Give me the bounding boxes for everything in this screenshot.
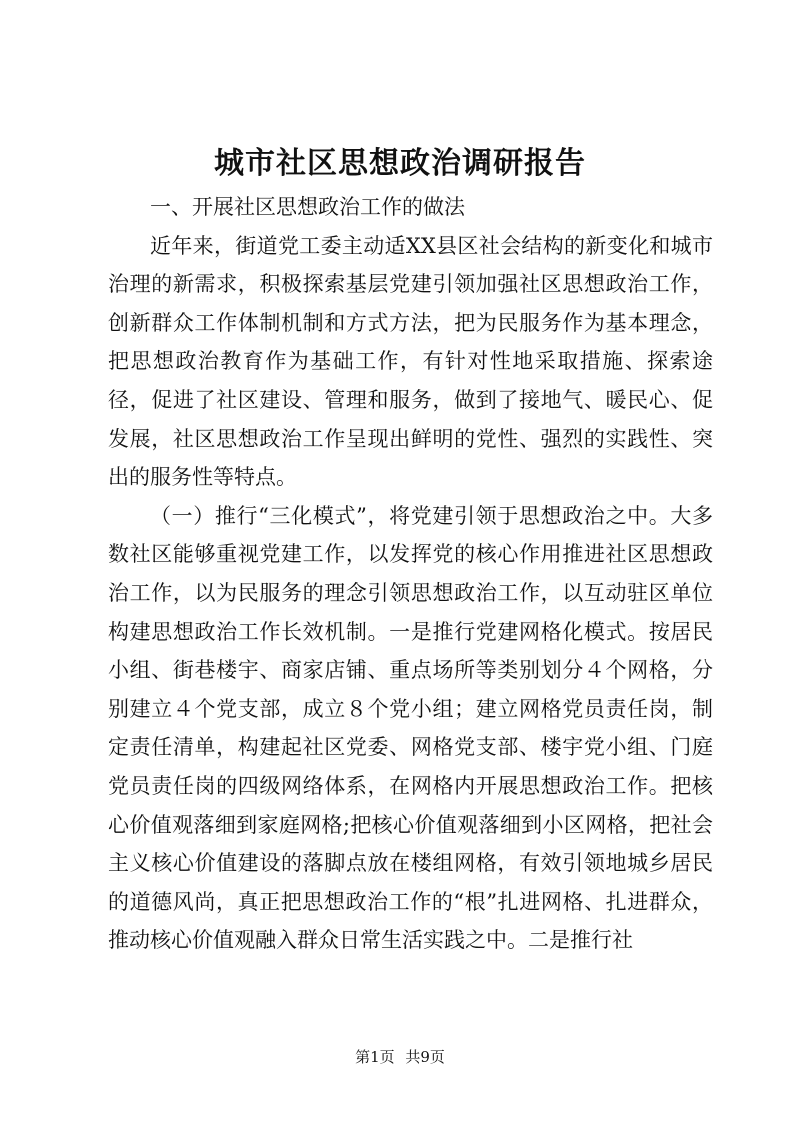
body-paragraph: 近年来，街道党工委主动适XX县区社会结构的新变化和城市治理的新需求，积极探索基层党建引领加强社区思想政治工作，创新群众工作体制机制和方式方法，把为民服务作为基本理念，把思想政治教育作为基础工作，有针对性地采取措施、探索途径，促进了社区建设、管理和服务，做到了接地气、暖民心、促发展，社区思想政治工作呈现出鲜明的党性、强烈的实践性、突出的服务性等特点。: [108, 233, 713, 490]
section-heading: 一、开展社区思想政治工作的做法: [150, 195, 465, 219]
page-number: 第1页: [355, 1048, 395, 1066]
body-paragraph: （一）推行“三化模式”，将党建引领于思想政治之中。大多数社区能够重视党建工作，以发挥党的核心作用推进社区思想政治工作，以为民服务的理念引领思想政治工作，以互动驻区单位构建思想政治工作长效机制。一是推行党建网格化模式。按居民小组、街巷楼宇、商家店铺、重点场所等类别划分４个网格，分别建立４个党支部，成立８个党小组；建立网格党员责任岗，制定责任清单，构建起社区党委、网格党支部、楼宇党小组、门庭党员责任岗的四级网络体系，在网格内开展思想政治工作。把核心价值观落细到家庭网格;把核心价值观落细到小区网格，把社会主义核心价值建设的落脚点放在楼组网格，有效引领地城乡居民的道德风尚，真正把思想政治工作的“根”扎进网格、扎进群众，推动核心价值观融入群众日常生活实践之中。二是推行社: [108, 503, 713, 953]
page-total: 共9页: [405, 1048, 445, 1066]
document-title: 城市社区思想政治调研报告: [214, 146, 586, 181]
page-footer: [0, 1046, 800, 1067]
document-body: [108, 188, 713, 960]
